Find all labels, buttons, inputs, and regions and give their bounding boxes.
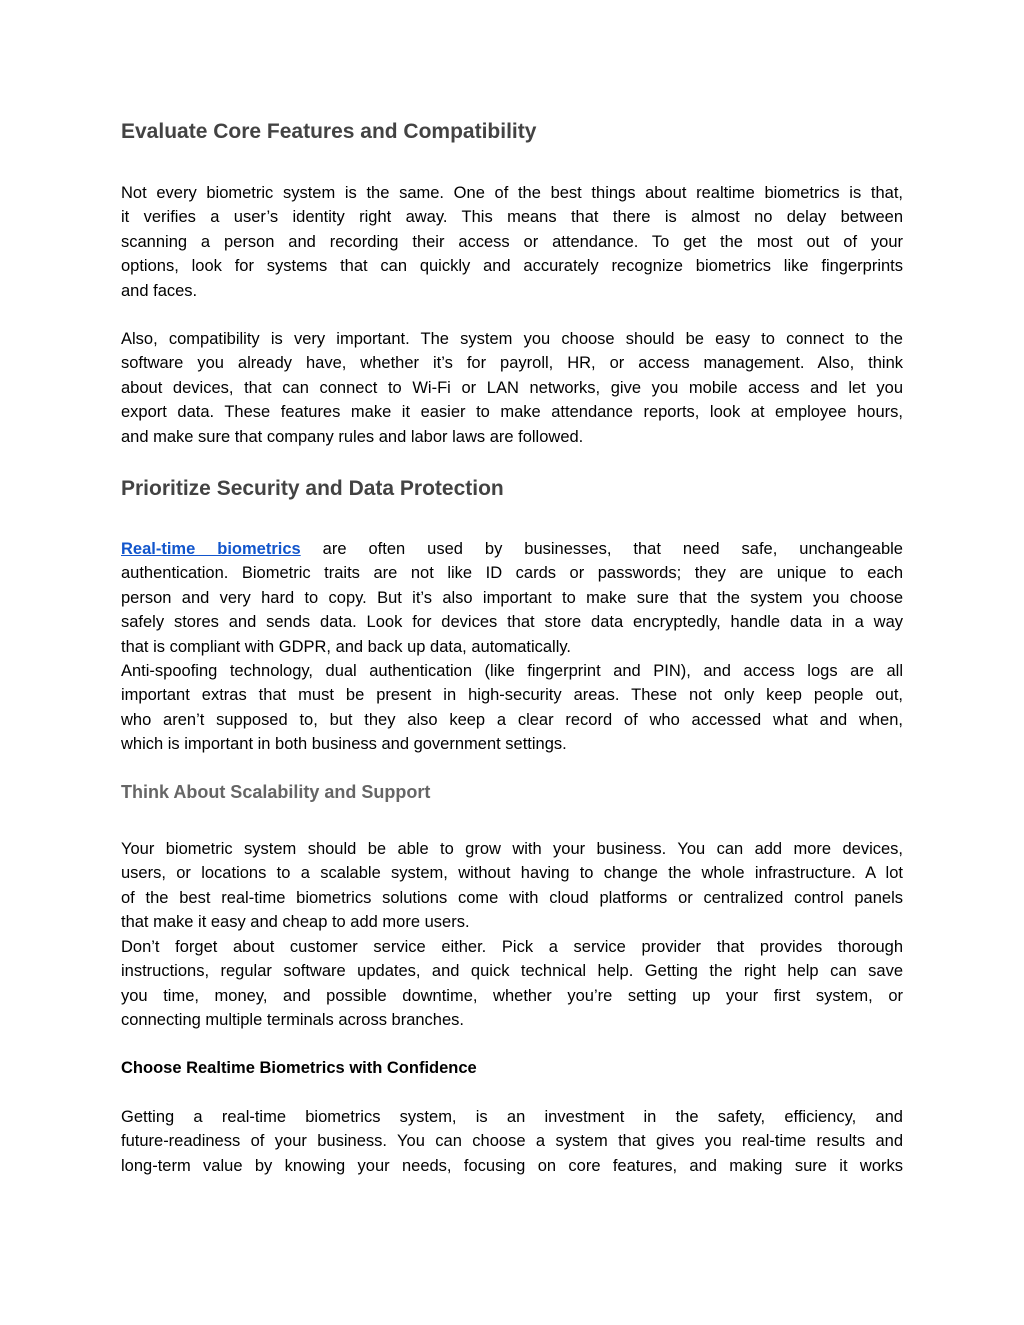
text-line: Also, compatibility is very important. The system you choose should be easy to connect to the (121, 330, 903, 348)
text-line: options, look for systems that can quickly and accurately recognize biometrics like fingerprints (121, 257, 903, 276)
text-line: and faces. (121, 281, 198, 300)
text-line (121, 537, 903, 561)
text-line: Don’t forget about customer service either. Pick a service provider that provides thorough (121, 938, 903, 956)
paragraph-scalability-1 (121, 837, 903, 935)
text-line: Anti-spoofing technology, dual authentication (like fingerprint and PIN), and access logs are all (121, 662, 903, 680)
text-line: about devices, that can connect to Wi-Fi or LAN networks, give you mobile access and let you (121, 378, 903, 397)
section-heading-core-features: Evaluate Core Features and Compatibility (121, 120, 537, 143)
text-line: connecting multiple terminals across branches. (121, 1011, 464, 1030)
text-line: of the best real-time biometrics solutions come with cloud platforms or centralized control panels (121, 888, 903, 907)
text-line: software you already have, whether it’s for payroll, HR, or access management. Also, think (121, 354, 903, 373)
text-line: long-term value by knowing your needs, focusing on core features, and making sure it works (121, 1156, 903, 1175)
text-line: safely stores and sends data. Look for devices that store data encryptedly, handle data in a way (121, 613, 903, 632)
text-line: important extras that must be present in high-security areas. These not only keep people out, (121, 686, 903, 705)
text-line: export data. These features make it easier to make attendance reports, look at employee hours, (121, 403, 903, 422)
paragraph-security-2 (121, 659, 903, 757)
paragraph-core-features-2 (121, 327, 903, 449)
paragraph-confidence-1 (121, 1105, 903, 1178)
text-line: instructions, regular software updates, and quick technical help. Getting the right help can save (121, 962, 903, 981)
text-line: person and very hard to copy. But it’s also important to make sure that the system you choose (121, 588, 903, 607)
section-heading-confidence: Choose Realtime Biometrics with Confidence (121, 1059, 477, 1077)
paragraph-core-features-1 (121, 181, 903, 303)
text-line: you time, money, and possible downtime, whether you’re setting up your first system, or (121, 986, 903, 1005)
text-line: Not every biometric system is the same. One of the best things about realtime biometrics is that, (121, 184, 903, 202)
text-line: Getting a real-time biometrics system, is an investment in the safety, efficiency, and (121, 1108, 903, 1126)
text-line: it verifies a user’s identity right away. This means that there is almost no delay between (121, 208, 903, 227)
text-line: that is compliant with GDPR, and back up data, automatically. (121, 637, 571, 656)
paragraph-scalability-2 (121, 935, 903, 1033)
text-line: Your biometric system should be able to grow with your business. You can add more devices, (121, 840, 903, 858)
text-line: who aren’t supposed to, but they also keep a clear record of who accessed what and when, (121, 710, 903, 729)
section-heading-security: Prioritize Security and Data Protection (121, 477, 504, 500)
text-line: which is important in both business and government settings. (121, 735, 567, 754)
section-heading-scalability: Think About Scalability and Support (121, 782, 431, 802)
text-line: authentication. Biometric traits are not like ID cards or passwords; they are unique to each (121, 564, 903, 583)
text-line: that make it easy and cheap to add more users. (121, 913, 470, 932)
text-line: scanning a person and recording their access or attendance. To get the most out of your (121, 232, 903, 251)
text-line: users, or locations to a scalable system, without having to change the whole infrastructure. A lot (121, 864, 903, 883)
real-time-biometrics-link[interactable]: Real-time biometrics (121, 540, 301, 558)
text-line: and make sure that company rules and labor laws are followed. (121, 427, 584, 446)
link-line-rest: are often used by businesses, that need safe, unchangeable (322, 540, 903, 558)
paragraph-security-1 (121, 537, 903, 659)
text-line: future-readiness of your business. You can choose a system that gives you real-time results and (121, 1132, 903, 1151)
